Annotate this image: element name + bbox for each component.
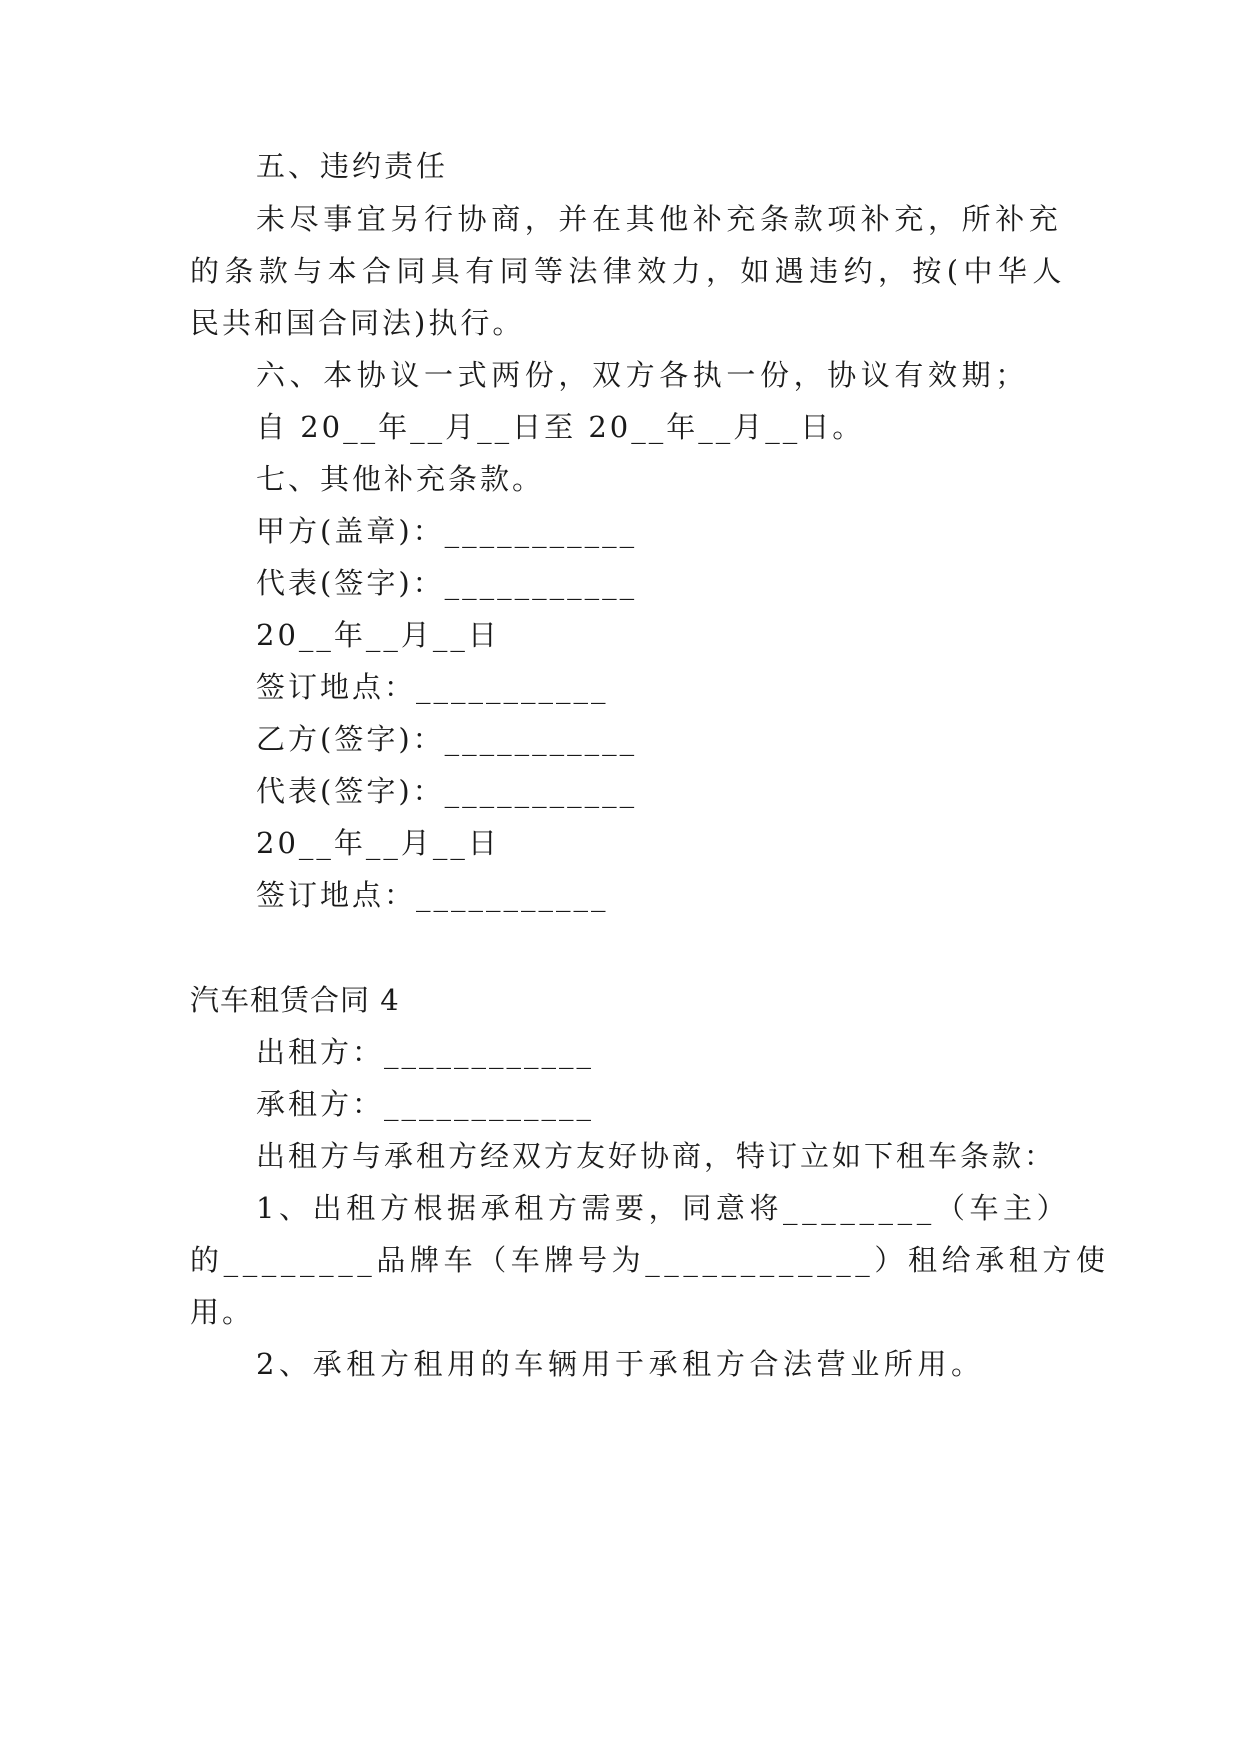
contract4-item1-line3: 用。: [190, 1295, 255, 1329]
section6-line1: 六、本协议一式两份，双方各执一份，协议有效期；: [256, 358, 1029, 392]
contract4-intro: 出租方与承租方经双方友好协商，特订立如下租车条款：: [256, 1139, 1057, 1173]
section5-paragraph-line1: 未尽事宜另行协商，并在其他补充条款项补充，所补充: [256, 202, 1063, 236]
contract4-item2: 2、承租方租用的车辆用于承租方合法营业所用。: [256, 1347, 985, 1381]
party-b-representative: 代表(签字)：___________: [256, 774, 638, 808]
party-a-seal: 甲方(盖章)：___________: [256, 514, 638, 548]
contract4-lessor: 出租方：____________: [256, 1035, 595, 1069]
party-a-signing-place: 签订地点：___________: [256, 670, 609, 704]
contract4-lessee: 承租方：____________: [256, 1087, 595, 1121]
contract4-title: 汽车租赁合同 4: [190, 983, 400, 1017]
section5-paragraph-line2: 的条款与本合同具有同等法律效力，如遇违约，按(中华人: [190, 254, 1067, 288]
contract4-item1-line2: 的________品牌车（车牌号为____________）租给承租方使: [190, 1243, 1110, 1277]
section6-line2: 自 20__年__月__日至 20__年__月__日。: [256, 410, 865, 444]
section5-paragraph-line3: 民共和国合同法)执行。: [190, 306, 525, 340]
party-b-signing-place: 签订地点：___________: [256, 878, 609, 912]
section7-heading: 七、其他补充条款。: [256, 462, 545, 496]
section5-heading: 五、违约责任: [256, 149, 449, 183]
party-a-representative: 代表(签字)：___________: [256, 566, 638, 600]
contract4-item1-line1: 1、出租方根据承租方需要，同意将________（车主）: [256, 1191, 1071, 1225]
party-a-date: 20__年__月__日: [256, 618, 500, 652]
party-b-signature: 乙方(签字)：___________: [256, 722, 638, 756]
party-b-date: 20__年__月__日: [256, 826, 500, 860]
